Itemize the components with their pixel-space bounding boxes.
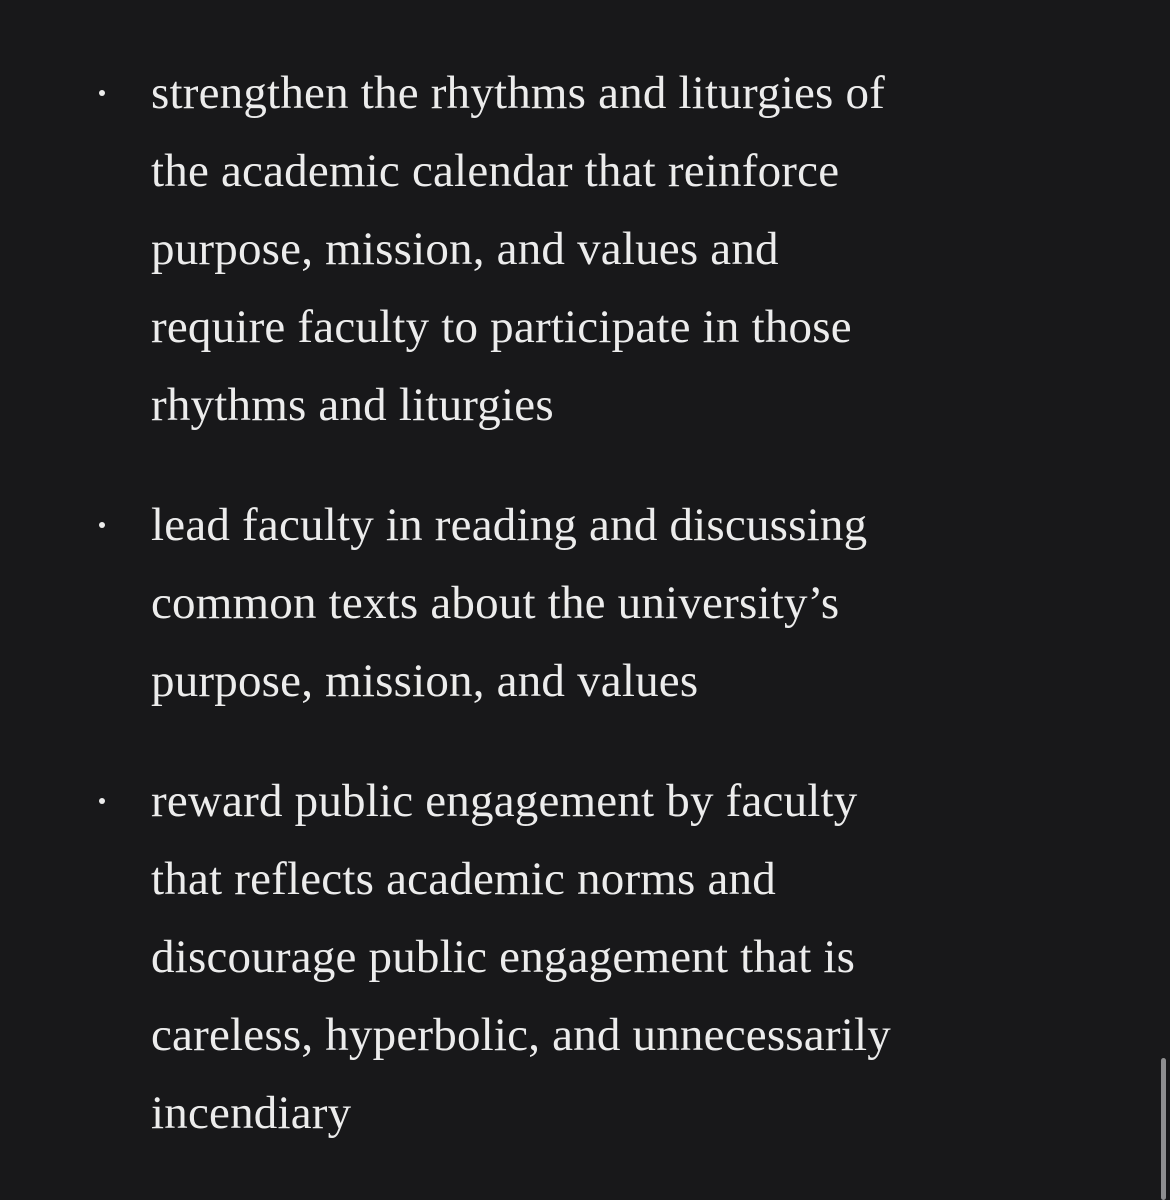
text-line: that reflects academic norms and [151, 853, 776, 905]
bullet-text [151, 486, 1090, 720]
text-line: discourage public engagement that is [151, 931, 856, 983]
text-line: purpose, mission, and values [151, 655, 699, 707]
bullet-item-2 [0, 486, 1170, 720]
bullet-list [0, 54, 1170, 1152]
bullet-dot-icon [99, 798, 105, 804]
text-line: the academic calendar that reinforce [151, 145, 840, 197]
scrollbar-thumb[interactable] [1161, 1058, 1166, 1200]
bullet-item-1 [0, 54, 1170, 444]
text-line: reward public engagement by faculty [151, 775, 858, 827]
bullet-text [151, 54, 1090, 444]
text-line: purpose, mission, and values and [151, 223, 779, 275]
text-line: lead faculty in reading and discussing [151, 499, 868, 551]
bullet-dot-icon [99, 90, 105, 96]
bullet-dot-icon [99, 522, 105, 528]
text-line: careless, hyperbolic, and unnecessarily [151, 1009, 891, 1061]
text-line: common texts about the university’s [151, 577, 840, 629]
text-line: incendiary [151, 1087, 352, 1139]
text-line: strengthen the rhythms and liturgies of [151, 67, 886, 119]
bullet-item-3 [0, 762, 1170, 1152]
bullet-text [151, 762, 1090, 1152]
text-line: require faculty to participate in those [151, 301, 852, 353]
text-line: rhythms and liturgies [151, 379, 554, 431]
